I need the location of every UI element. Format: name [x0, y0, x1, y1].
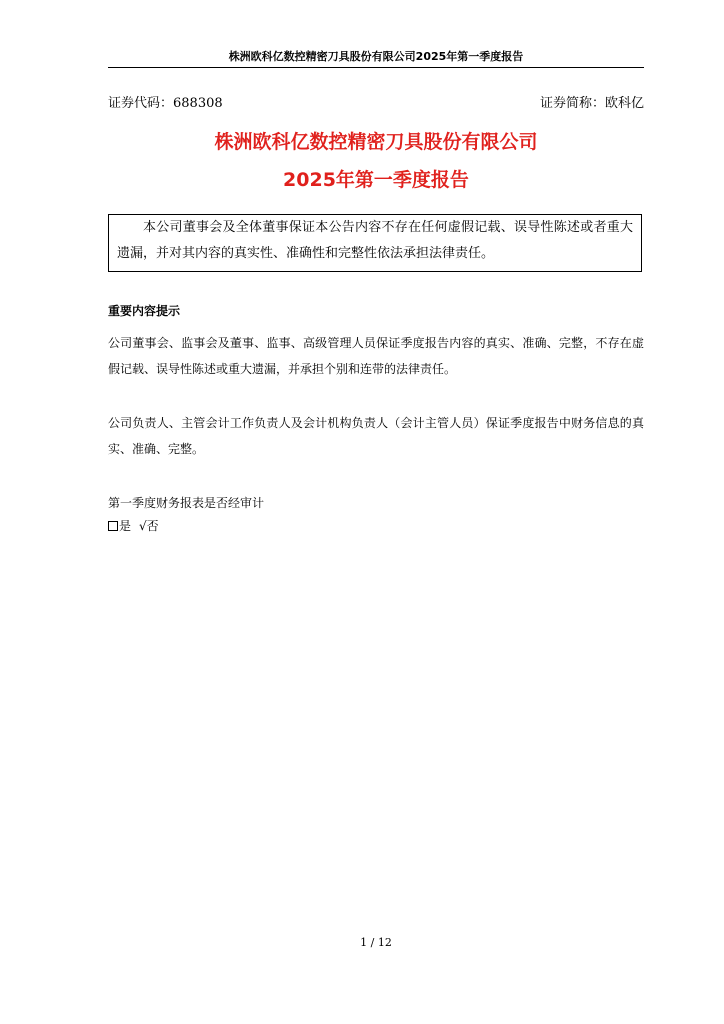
notice-paragraph: 公司负责人、主管会计工作负责人及会计机构负责人（会计主管人员）保证季度报告中财务信息的真实、准确、完整。 — [108, 416, 644, 456]
option-yes-label: 是 — [119, 519, 132, 533]
securities-abbreviation: 证券简称：欧科亿 — [539, 96, 644, 111]
audit-options — [108, 517, 159, 535]
check-mark-icon: √ — [139, 519, 147, 533]
section-heading: 重要内容提示 — [108, 304, 181, 318]
report-title: 2025年第一季度报告 — [283, 169, 469, 191]
header-divider — [108, 67, 644, 68]
audit-question: 第一季度财务报表是否经审计 — [108, 496, 265, 510]
securities-info-row — [108, 95, 644, 113]
board-statement-box: 本公司董事会及全体董事保证本公告内容不存在任何虚假记载、误导性陈述或者重大遗漏，并对其内容的真实性、准确性和完整性依法承担法律责任。 — [108, 214, 642, 272]
page-number: 1 / 12 — [360, 936, 392, 949]
securities-code: 证券代码：688308 — [108, 96, 223, 111]
notice-paragraph: 公司董事会、监事会及董事、监事、高级管理人员保证季度报告内容的真实、准确、完整，不存在虚假记载、误导性陈述或重大遗漏，并承担个别和连带的法律责任。 — [108, 336, 644, 376]
empty-checkbox-icon — [108, 521, 118, 531]
company-title: 株洲欧科亿数控精密刀具股份有限公司 — [214, 131, 538, 153]
running-header: 株洲欧科亿数控精密刀具股份有限公司2025年第一季度报告 — [228, 50, 524, 63]
option-no-label: 否 — [146, 519, 159, 533]
